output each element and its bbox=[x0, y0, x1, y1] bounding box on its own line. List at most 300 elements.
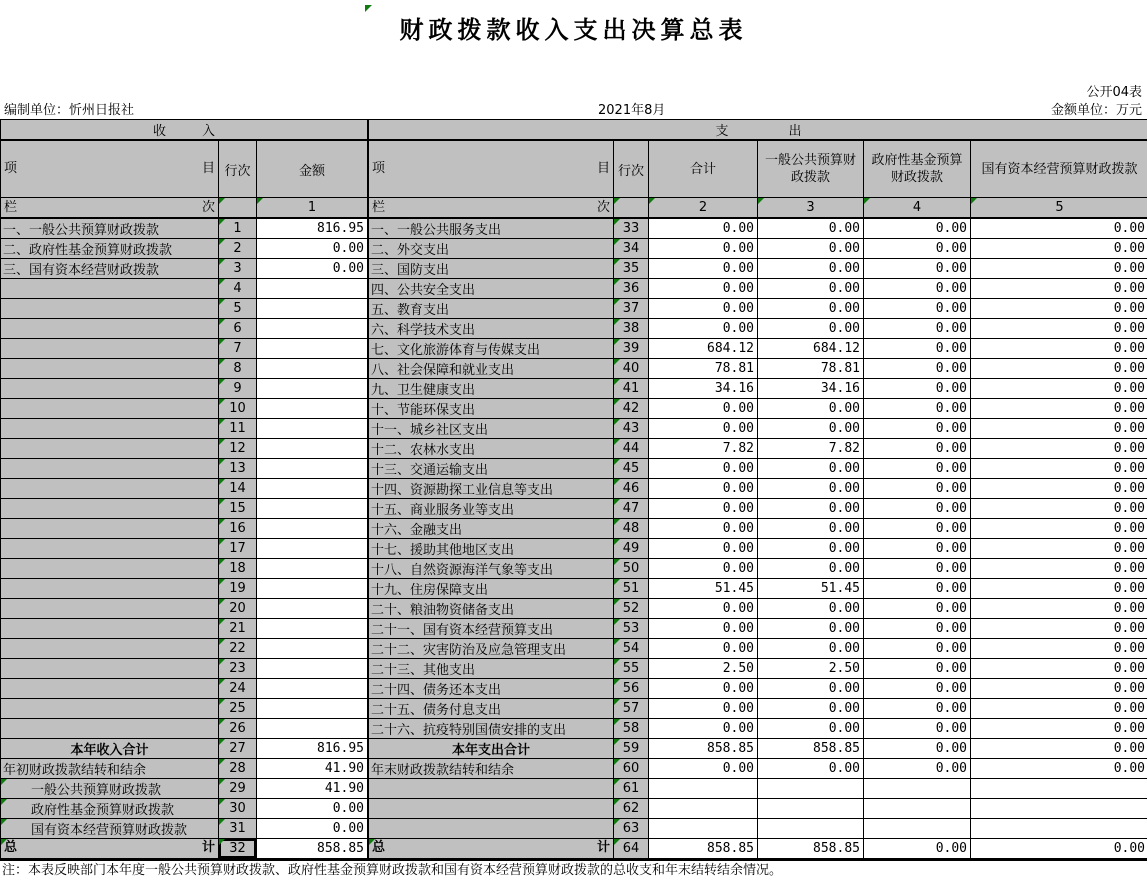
expense-govt-fund-cell[interactable]: 0.00 bbox=[864, 439, 971, 459]
expense-govt-fund-cell[interactable]: 0.00 bbox=[864, 259, 971, 279]
income-colindex-spacer[interactable] bbox=[219, 198, 257, 219]
expense-item-cell[interactable] bbox=[369, 779, 614, 799]
expense-govt-fund-cell[interactable]: 0.00 bbox=[864, 539, 971, 559]
expense-general-budget-cell[interactable]: 0.00 bbox=[758, 559, 864, 579]
expense-colindex-spacer[interactable] bbox=[614, 198, 649, 219]
income-item-cell[interactable] bbox=[1, 519, 219, 539]
income-amount-cell[interactable] bbox=[257, 599, 369, 619]
income-item-cell[interactable] bbox=[1, 339, 219, 359]
expense-section-header[interactable]: 支出 bbox=[369, 120, 1147, 141]
income-amount-cell[interactable] bbox=[257, 439, 369, 459]
expense-item-cell[interactable]: 十九、住房保障支出 bbox=[369, 579, 614, 599]
income-item-cell[interactable] bbox=[1, 459, 219, 479]
expense-govt-fund-cell[interactable]: 0.00 bbox=[864, 599, 971, 619]
expense-item-cell[interactable]: 十四、资源勘探工业信息等支出 bbox=[369, 479, 614, 499]
expense-general-budget-cell[interactable]: 0.00 bbox=[758, 599, 864, 619]
expense-govt-fund-cell[interactable] bbox=[864, 819, 971, 839]
income-item-cell[interactable] bbox=[1, 559, 219, 579]
expense-state-capital-cell[interactable]: 0.00 bbox=[971, 699, 1147, 719]
expense-item-cell[interactable]: 二、外交支出 bbox=[369, 239, 614, 259]
income-rowno-cell[interactable]: 19 bbox=[219, 579, 257, 599]
expense-state-capital-cell[interactable]: 0.00 bbox=[971, 579, 1147, 599]
expense-govt-fund-cell[interactable]: 0.00 bbox=[864, 739, 971, 759]
expense-state-capital-cell[interactable]: 0.00 bbox=[971, 339, 1147, 359]
expense-item-cell[interactable]: 二十三、其他支出 bbox=[369, 659, 614, 679]
income-amount-cell[interactable]: 816.95 bbox=[257, 739, 369, 759]
income-amount-cell[interactable] bbox=[257, 579, 369, 599]
income-item-cell[interactable] bbox=[1, 299, 219, 319]
expense-total-cell[interactable]: 0.00 bbox=[649, 499, 758, 519]
expense-govt-fund-cell[interactable]: 0.00 bbox=[864, 479, 971, 499]
expense-colindex-4[interactable]: 4 bbox=[864, 198, 971, 219]
expense-general-budget-cell[interactable] bbox=[758, 799, 864, 819]
expense-govt-fund-cell[interactable]: 0.00 bbox=[864, 279, 971, 299]
expense-item-cell[interactable]: 五、教育支出 bbox=[369, 299, 614, 319]
expense-item-cell[interactable]: 一、一般公共服务支出 bbox=[369, 219, 614, 239]
income-amount-cell[interactable]: 41.90 bbox=[257, 759, 369, 779]
expense-rowno-cell[interactable]: 37 bbox=[614, 299, 649, 319]
expense-rowno-cell[interactable]: 38 bbox=[614, 319, 649, 339]
expense-total-cell[interactable]: 51.45 bbox=[649, 579, 758, 599]
expense-rowno-cell[interactable]: 36 bbox=[614, 279, 649, 299]
expense-item-cell[interactable]: 十八、自然资源海洋气象等支出 bbox=[369, 559, 614, 579]
income-amount-cell[interactable] bbox=[257, 419, 369, 439]
expense-rowno-cell[interactable]: 40 bbox=[614, 359, 649, 379]
expense-state-capital-cell[interactable]: 0.00 bbox=[971, 259, 1147, 279]
expense-general-budget-cell[interactable]: 0.00 bbox=[758, 279, 864, 299]
income-rowno-cell[interactable]: 21 bbox=[219, 619, 257, 639]
income-rowno-cell[interactable]: 16 bbox=[219, 519, 257, 539]
expense-item-cell[interactable]: 十六、金融支出 bbox=[369, 519, 614, 539]
expense-state-capital-cell[interactable]: 0.00 bbox=[971, 719, 1147, 739]
income-rowno-cell[interactable]: 22 bbox=[219, 639, 257, 659]
income-rowno-cell[interactable]: 1 bbox=[219, 219, 257, 239]
expense-rowno-cell[interactable]: 39 bbox=[614, 339, 649, 359]
income-rowno-cell[interactable]: 29 bbox=[219, 779, 257, 799]
income-amount-cell[interactable] bbox=[257, 499, 369, 519]
expense-govt-fund-cell[interactable]: 0.00 bbox=[864, 219, 971, 239]
expense-total-cell[interactable]: 7.82 bbox=[649, 439, 758, 459]
income-item-cell[interactable] bbox=[1, 279, 219, 299]
expense-rowno-cell[interactable]: 52 bbox=[614, 599, 649, 619]
income-item-cell[interactable]: 总计 bbox=[1, 839, 219, 859]
expense-total-cell[interactable] bbox=[649, 819, 758, 839]
expense-item-cell[interactable]: 年末财政拨款结转和结余 bbox=[369, 759, 614, 779]
expense-item-cell[interactable]: 四、公共安全支出 bbox=[369, 279, 614, 299]
income-item-cell[interactable] bbox=[1, 359, 219, 379]
expense-total-cell[interactable]: 858.85 bbox=[649, 839, 758, 859]
expense-item-cell[interactable]: 二十二、灾害防治及应急管理支出 bbox=[369, 639, 614, 659]
expense-govt-fund-cell[interactable] bbox=[864, 779, 971, 799]
expense-total-cell[interactable]: 0.00 bbox=[649, 679, 758, 699]
income-amount-cell[interactable] bbox=[257, 459, 369, 479]
expense-general-budget-cell[interactable]: 0.00 bbox=[758, 759, 864, 779]
income-amount-cell[interactable]: 0.00 bbox=[257, 819, 369, 839]
expense-rowno-cell[interactable]: 53 bbox=[614, 619, 649, 639]
income-rowno-cell[interactable]: 10 bbox=[219, 399, 257, 419]
expense-govt-fund-cell[interactable]: 0.00 bbox=[864, 719, 971, 739]
income-item-cell[interactable]: 年初财政拨款结转和结余 bbox=[1, 759, 219, 779]
expense-rowno-cell[interactable]: 47 bbox=[614, 499, 649, 519]
expense-state-capital-cell[interactable]: 0.00 bbox=[971, 419, 1147, 439]
expense-item-cell[interactable]: 七、文化旅游体育与传媒支出 bbox=[369, 339, 614, 359]
expense-rowno-cell[interactable]: 45 bbox=[614, 459, 649, 479]
expense-item-cell[interactable]: 十五、商业服务业等支出 bbox=[369, 499, 614, 519]
expense-state-capital-cell[interactable]: 0.00 bbox=[971, 539, 1147, 559]
expense-rowno-cell[interactable]: 43 bbox=[614, 419, 649, 439]
expense-total-cell[interactable]: 0.00 bbox=[649, 319, 758, 339]
income-rowno-cell[interactable]: 8 bbox=[219, 359, 257, 379]
income-amount-cell[interactable] bbox=[257, 539, 369, 559]
expense-general-budget-cell[interactable]: 0.00 bbox=[758, 539, 864, 559]
expense-state-capital-cell[interactable]: 0.00 bbox=[971, 219, 1147, 239]
expense-general-budget-cell[interactable]: 0.00 bbox=[758, 679, 864, 699]
expense-govt-fund-cell[interactable]: 0.00 bbox=[864, 359, 971, 379]
income-item-cell[interactable] bbox=[1, 719, 219, 739]
expense-general-budget-cell[interactable]: 0.00 bbox=[758, 219, 864, 239]
expense-rowno-cell[interactable]: 46 bbox=[614, 479, 649, 499]
expense-item-cell[interactable]: 六、科学技术支出 bbox=[369, 319, 614, 339]
income-rowno-cell[interactable]: 28 bbox=[219, 759, 257, 779]
expense-rowno-cell[interactable]: 56 bbox=[614, 679, 649, 699]
expense-rowno-cell[interactable]: 44 bbox=[614, 439, 649, 459]
expense-state-capital-cell[interactable]: 0.00 bbox=[971, 319, 1147, 339]
expense-total-cell[interactable]: 0.00 bbox=[649, 259, 758, 279]
income-amount-cell[interactable] bbox=[257, 359, 369, 379]
expense-rowno-cell[interactable]: 48 bbox=[614, 519, 649, 539]
expense-rowno-cell[interactable]: 49 bbox=[614, 539, 649, 559]
income-rowno-cell[interactable]: 3 bbox=[219, 259, 257, 279]
expense-total-cell[interactable]: 0.00 bbox=[649, 299, 758, 319]
expense-state-capital-cell[interactable]: 0.00 bbox=[971, 839, 1147, 859]
expense-state-capital-cell[interactable]: 0.00 bbox=[971, 739, 1147, 759]
income-rowno-cell[interactable]: 24 bbox=[219, 679, 257, 699]
expense-rowno-cell[interactable]: 41 bbox=[614, 379, 649, 399]
income-amount-cell[interactable]: 816.95 bbox=[257, 219, 369, 239]
expense-govt-fund-cell[interactable]: 0.00 bbox=[864, 399, 971, 419]
expense-total-cell[interactable]: 0.00 bbox=[649, 519, 758, 539]
income-amount-cell[interactable] bbox=[257, 619, 369, 639]
expense-total-cell[interactable]: 0.00 bbox=[649, 539, 758, 559]
expense-govt-fund-cell[interactable]: 0.00 bbox=[864, 619, 971, 639]
expense-total-cell[interactable]: 0.00 bbox=[649, 219, 758, 239]
expense-state-capital-cell[interactable]: 0.00 bbox=[971, 439, 1147, 459]
expense-state-capital-cell[interactable]: 0.00 bbox=[971, 459, 1147, 479]
income-rowno-cell[interactable]: 27 bbox=[219, 739, 257, 759]
expense-general-budget-cell[interactable]: 2.50 bbox=[758, 659, 864, 679]
expense-state-capital-cell[interactable]: 0.00 bbox=[971, 279, 1147, 299]
expense-state-capital-cell[interactable]: 0.00 bbox=[971, 359, 1147, 379]
expense-state-capital-cell[interactable]: 0.00 bbox=[971, 639, 1147, 659]
expense-govt-fund-cell[interactable]: 0.00 bbox=[864, 679, 971, 699]
expense-total-cell[interactable]: 0.00 bbox=[649, 479, 758, 499]
income-rowno-cell[interactable]: 17 bbox=[219, 539, 257, 559]
expense-rowno-cell[interactable]: 35 bbox=[614, 259, 649, 279]
expense-total-cell[interactable]: 78.81 bbox=[649, 359, 758, 379]
expense-govt-fund-cell[interactable]: 0.00 bbox=[864, 699, 971, 719]
expense-rowno-cell[interactable]: 60 bbox=[614, 759, 649, 779]
expense-total-cell[interactable]: 0.00 bbox=[649, 639, 758, 659]
expense-total-cell[interactable]: 0.00 bbox=[649, 619, 758, 639]
expense-state-capital-cell[interactable] bbox=[971, 779, 1147, 799]
expense-general-budget-cell[interactable]: 78.81 bbox=[758, 359, 864, 379]
expense-rowno-cell[interactable]: 59 bbox=[614, 739, 649, 759]
expense-state-capital-cell[interactable]: 0.00 bbox=[971, 759, 1147, 779]
expense-general-budget-cell[interactable]: 0.00 bbox=[758, 419, 864, 439]
income-amount-cell[interactable] bbox=[257, 559, 369, 579]
expense-rowno-cell[interactable]: 57 bbox=[614, 699, 649, 719]
expense-rowno-cell[interactable]: 58 bbox=[614, 719, 649, 739]
income-amount-cell[interactable] bbox=[257, 719, 369, 739]
expense-govt-fund-cell[interactable]: 0.00 bbox=[864, 579, 971, 599]
expense-item-cell[interactable] bbox=[369, 799, 614, 819]
income-item-cell[interactable] bbox=[1, 419, 219, 439]
expense-general-budget-cell[interactable]: 0.00 bbox=[758, 639, 864, 659]
expense-rowno-cell[interactable]: 34 bbox=[614, 239, 649, 259]
expense-total-cell[interactable] bbox=[649, 779, 758, 799]
income-item-cell[interactable] bbox=[1, 579, 219, 599]
income-item-cell[interactable]: 一般公共预算财政拨款 bbox=[1, 779, 219, 799]
expense-state-capital-cell[interactable]: 0.00 bbox=[971, 659, 1147, 679]
income-rowno-cell[interactable]: 25 bbox=[219, 699, 257, 719]
expense-govt-fund-header[interactable]: 政府性基金预算财政拨款 bbox=[864, 141, 971, 198]
expense-govt-fund-cell[interactable]: 0.00 bbox=[864, 639, 971, 659]
income-rowno-cell[interactable]: 31 bbox=[219, 819, 257, 839]
expense-state-capital-header[interactable]: 国有资本经营预算财政拨款 bbox=[971, 141, 1147, 198]
income-amount-cell[interactable] bbox=[257, 299, 369, 319]
income-item-cell[interactable] bbox=[1, 659, 219, 679]
expense-general-budget-cell[interactable]: 0.00 bbox=[758, 699, 864, 719]
expense-rowno-cell[interactable]: 33 bbox=[614, 219, 649, 239]
expense-general-budget-cell[interactable]: 0.00 bbox=[758, 239, 864, 259]
expense-item-cell[interactable]: 八、社会保障和就业支出 bbox=[369, 359, 614, 379]
expense-govt-fund-cell[interactable]: 0.00 bbox=[864, 239, 971, 259]
expense-govt-fund-cell[interactable]: 0.00 bbox=[864, 419, 971, 439]
expense-colindex-5[interactable]: 5 bbox=[971, 198, 1147, 219]
income-item-cell[interactable]: 二、政府性基金预算财政拨款 bbox=[1, 239, 219, 259]
expense-general-budget-cell[interactable] bbox=[758, 819, 864, 839]
expense-general-budget-cell[interactable]: 51.45 bbox=[758, 579, 864, 599]
expense-total-cell[interactable] bbox=[649, 799, 758, 819]
income-item-cell[interactable] bbox=[1, 499, 219, 519]
expense-govt-fund-cell[interactable]: 0.00 bbox=[864, 759, 971, 779]
expense-rowno-cell[interactable]: 61 bbox=[614, 779, 649, 799]
income-amount-cell[interactable] bbox=[257, 639, 369, 659]
income-colindex-label[interactable]: 栏次 bbox=[1, 198, 219, 219]
expense-state-capital-cell[interactable] bbox=[971, 799, 1147, 819]
income-amount-cell[interactable]: 0.00 bbox=[257, 799, 369, 819]
expense-item-cell[interactable]: 二十、粮油物资储备支出 bbox=[369, 599, 614, 619]
expense-colindex-3[interactable]: 3 bbox=[758, 198, 864, 219]
expense-govt-fund-cell[interactable]: 0.00 bbox=[864, 659, 971, 679]
expense-rowno-cell[interactable]: 54 bbox=[614, 639, 649, 659]
expense-total-cell[interactable]: 0.00 bbox=[649, 599, 758, 619]
expense-rowno-cell[interactable]: 62 bbox=[614, 799, 649, 819]
income-item-cell[interactable]: 政府性基金预算财政拨款 bbox=[1, 799, 219, 819]
expense-state-capital-cell[interactable]: 0.00 bbox=[971, 679, 1147, 699]
expense-state-capital-cell[interactable]: 0.00 bbox=[971, 519, 1147, 539]
income-amount-cell[interactable]: 0.00 bbox=[257, 259, 369, 279]
expense-item-cell[interactable]: 十七、援助其他地区支出 bbox=[369, 539, 614, 559]
expense-total-cell[interactable]: 858.85 bbox=[649, 739, 758, 759]
expense-general-budget-cell[interactable]: 0.00 bbox=[758, 319, 864, 339]
income-rowno-cell[interactable]: 11 bbox=[219, 419, 257, 439]
expense-total-cell[interactable]: 0.00 bbox=[649, 719, 758, 739]
expense-colindex-label[interactable]: 栏次 bbox=[369, 198, 614, 219]
expense-general-budget-cell[interactable]: 0.00 bbox=[758, 399, 864, 419]
expense-item-cell[interactable]: 本年支出合计 bbox=[369, 739, 614, 759]
expense-total-cell[interactable]: 0.00 bbox=[649, 399, 758, 419]
expense-total-cell[interactable]: 0.00 bbox=[649, 279, 758, 299]
expense-general-budget-cell[interactable]: 0.00 bbox=[758, 299, 864, 319]
expense-govt-fund-cell[interactable]: 0.00 bbox=[864, 839, 971, 859]
income-amount-cell[interactable]: 0.00 bbox=[257, 239, 369, 259]
expense-item-cell[interactable]: 二十五、债务付息支出 bbox=[369, 699, 614, 719]
expense-total-cell[interactable]: 0.00 bbox=[649, 699, 758, 719]
expense-total-header[interactable]: 合计 bbox=[649, 141, 758, 198]
income-amount-cell[interactable]: 858.85 bbox=[257, 839, 369, 859]
expense-govt-fund-cell[interactable]: 0.00 bbox=[864, 459, 971, 479]
expense-state-capital-cell[interactable]: 0.00 bbox=[971, 599, 1147, 619]
expense-colindex-2[interactable]: 2 bbox=[649, 198, 758, 219]
income-amount-cell[interactable] bbox=[257, 479, 369, 499]
income-item-cell[interactable] bbox=[1, 399, 219, 419]
expense-state-capital-cell[interactable]: 0.00 bbox=[971, 499, 1147, 519]
expense-item-cell[interactable] bbox=[369, 819, 614, 839]
income-rowno-cell[interactable]: 7 bbox=[219, 339, 257, 359]
expense-rowno-cell[interactable]: 63 bbox=[614, 819, 649, 839]
expense-general-budget-cell[interactable]: 0.00 bbox=[758, 719, 864, 739]
expense-total-cell[interactable]: 0.00 bbox=[649, 239, 758, 259]
expense-general-budget-cell[interactable]: 34.16 bbox=[758, 379, 864, 399]
expense-total-cell[interactable]: 684.12 bbox=[649, 339, 758, 359]
income-rowno-cell[interactable]: 18 bbox=[219, 559, 257, 579]
income-item-cell[interactable] bbox=[1, 539, 219, 559]
income-amount-cell[interactable] bbox=[257, 659, 369, 679]
income-amount-cell[interactable] bbox=[257, 279, 369, 299]
expense-govt-fund-cell[interactable]: 0.00 bbox=[864, 559, 971, 579]
income-item-cell[interactable]: 一、一般公共预算财政拨款 bbox=[1, 219, 219, 239]
expense-state-capital-cell[interactable]: 0.00 bbox=[971, 399, 1147, 419]
income-item-cell[interactable] bbox=[1, 439, 219, 459]
income-section-header[interactable]: 收入 bbox=[1, 120, 369, 141]
income-item-cell[interactable] bbox=[1, 699, 219, 719]
expense-state-capital-cell[interactable] bbox=[971, 819, 1147, 839]
income-rowno-cell[interactable]: 2 bbox=[219, 239, 257, 259]
expense-rowno-cell[interactable]: 55 bbox=[614, 659, 649, 679]
income-colindex-1[interactable]: 1 bbox=[257, 198, 369, 219]
income-item-cell[interactable] bbox=[1, 639, 219, 659]
expense-general-budget-cell[interactable]: 0.00 bbox=[758, 259, 864, 279]
expense-total-cell[interactable]: 0.00 bbox=[649, 759, 758, 779]
expense-rowno-cell[interactable]: 64 bbox=[614, 839, 649, 859]
income-rowno-cell[interactable]: 30 bbox=[219, 799, 257, 819]
expense-general-budget-cell[interactable]: 858.85 bbox=[758, 839, 864, 859]
expense-general-budget-header[interactable]: 一般公共预算财政拨款 bbox=[758, 141, 864, 198]
income-amount-cell[interactable] bbox=[257, 379, 369, 399]
income-amount-cell[interactable] bbox=[257, 699, 369, 719]
income-rowno-cell[interactable]: 26 bbox=[219, 719, 257, 739]
expense-item-header[interactable]: 项目 bbox=[369, 141, 614, 198]
expense-general-budget-cell[interactable]: 684.12 bbox=[758, 339, 864, 359]
expense-general-budget-cell[interactable]: 0.00 bbox=[758, 459, 864, 479]
income-rowno-cell[interactable]: 9 bbox=[219, 379, 257, 399]
income-rowno-cell[interactable]: 13 bbox=[219, 459, 257, 479]
expense-govt-fund-cell[interactable]: 0.00 bbox=[864, 339, 971, 359]
expense-govt-fund-cell[interactable]: 0.00 bbox=[864, 379, 971, 399]
expense-item-cell[interactable]: 二十四、债务还本支出 bbox=[369, 679, 614, 699]
expense-state-capital-cell[interactable]: 0.00 bbox=[971, 379, 1147, 399]
expense-govt-fund-cell[interactable]: 0.00 bbox=[864, 499, 971, 519]
income-amount-cell[interactable] bbox=[257, 399, 369, 419]
expense-state-capital-cell[interactable]: 0.00 bbox=[971, 299, 1147, 319]
income-amount-header[interactable]: 金额 bbox=[257, 141, 369, 198]
expense-state-capital-cell[interactable]: 0.00 bbox=[971, 239, 1147, 259]
expense-item-cell[interactable]: 二十一、国有资本经营预算支出 bbox=[369, 619, 614, 639]
expense-item-cell[interactable]: 十二、农林水支出 bbox=[369, 439, 614, 459]
expense-general-budget-cell[interactable]: 0.00 bbox=[758, 479, 864, 499]
income-rowno-cell[interactable]: 4 bbox=[219, 279, 257, 299]
income-item-header[interactable]: 项目 bbox=[1, 141, 219, 198]
income-rowno-cell[interactable]: 23 bbox=[219, 659, 257, 679]
income-item-cell[interactable] bbox=[1, 379, 219, 399]
income-rowno-cell[interactable]: 6 bbox=[219, 319, 257, 339]
expense-rowno-cell[interactable]: 51 bbox=[614, 579, 649, 599]
expense-rowno-cell[interactable]: 42 bbox=[614, 399, 649, 419]
expense-general-budget-cell[interactable]: 0.00 bbox=[758, 499, 864, 519]
expense-govt-fund-cell[interactable]: 0.00 bbox=[864, 319, 971, 339]
expense-item-cell[interactable]: 十三、交通运输支出 bbox=[369, 459, 614, 479]
expense-state-capital-cell[interactable]: 0.00 bbox=[971, 479, 1147, 499]
income-rowno-cell[interactable]: 12 bbox=[219, 439, 257, 459]
income-rowno-cell[interactable]: 20 bbox=[219, 599, 257, 619]
expense-rowno-cell[interactable]: 50 bbox=[614, 559, 649, 579]
income-amount-cell[interactable] bbox=[257, 319, 369, 339]
income-item-cell[interactable] bbox=[1, 599, 219, 619]
income-amount-cell[interactable] bbox=[257, 519, 369, 539]
income-item-cell[interactable]: 国有资本经营预算财政拨款 bbox=[1, 819, 219, 839]
income-item-cell[interactable] bbox=[1, 479, 219, 499]
expense-govt-fund-cell[interactable]: 0.00 bbox=[864, 519, 971, 539]
income-item-cell[interactable]: 本年收入合计 bbox=[1, 739, 219, 759]
expense-item-cell[interactable]: 十、节能环保支出 bbox=[369, 399, 614, 419]
expense-govt-fund-cell[interactable]: 0.00 bbox=[864, 299, 971, 319]
income-item-cell[interactable] bbox=[1, 319, 219, 339]
expense-general-budget-cell[interactable]: 7.82 bbox=[758, 439, 864, 459]
income-amount-cell[interactable] bbox=[257, 679, 369, 699]
income-item-cell[interactable]: 三、国有资本经营财政拨款 bbox=[1, 259, 219, 279]
expense-total-cell[interactable]: 0.00 bbox=[649, 459, 758, 479]
expense-state-capital-cell[interactable]: 0.00 bbox=[971, 559, 1147, 579]
income-rowno-header[interactable]: 行次 bbox=[219, 141, 257, 198]
expense-govt-fund-cell[interactable] bbox=[864, 799, 971, 819]
expense-total-cell[interactable]: 2.50 bbox=[649, 659, 758, 679]
expense-item-cell[interactable]: 三、国防支出 bbox=[369, 259, 614, 279]
expense-item-cell[interactable]: 九、卫生健康支出 bbox=[369, 379, 614, 399]
expense-general-budget-cell[interactable] bbox=[758, 779, 864, 799]
income-rowno-cell[interactable]: 32 bbox=[219, 839, 257, 859]
expense-total-cell[interactable]: 34.16 bbox=[649, 379, 758, 399]
income-amount-cell[interactable]: 41.90 bbox=[257, 779, 369, 799]
income-rowno-cell[interactable]: 5 bbox=[219, 299, 257, 319]
income-amount-cell[interactable] bbox=[257, 339, 369, 359]
income-rowno-cell[interactable]: 14 bbox=[219, 479, 257, 499]
expense-total-cell[interactable]: 0.00 bbox=[649, 419, 758, 439]
expense-rowno-header[interactable]: 行次 bbox=[614, 141, 649, 198]
income-item-cell[interactable] bbox=[1, 679, 219, 699]
expense-general-budget-cell[interactable]: 0.00 bbox=[758, 619, 864, 639]
expense-general-budget-cell[interactable]: 858.85 bbox=[758, 739, 864, 759]
